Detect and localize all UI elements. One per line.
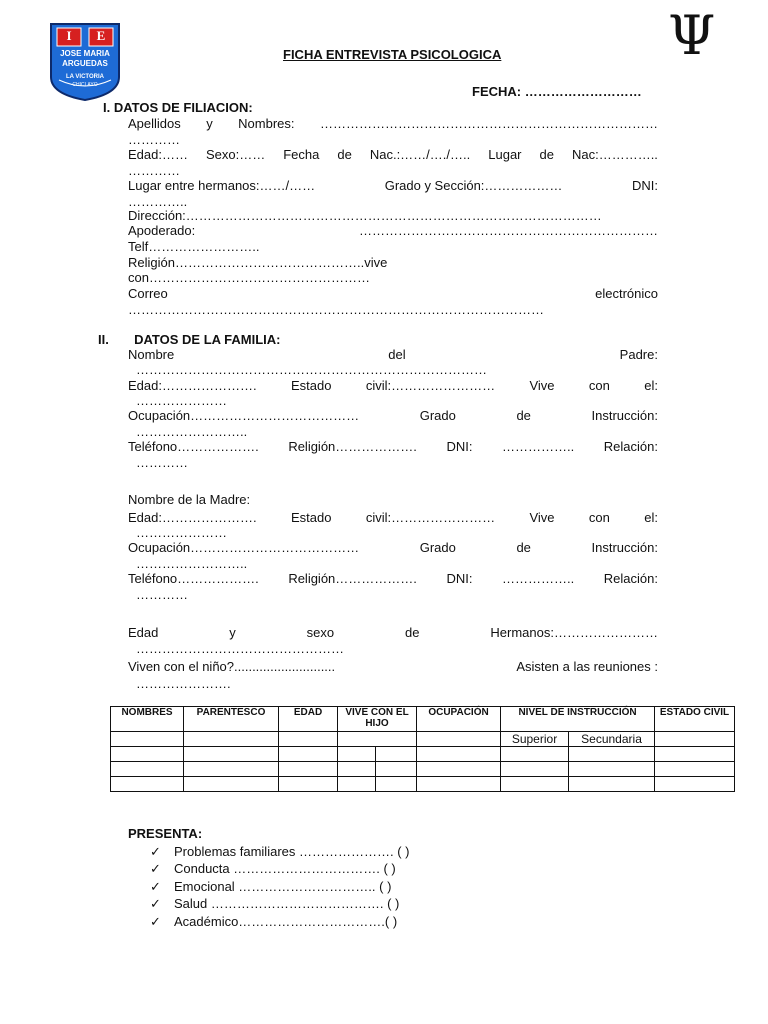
padre-tel-w4: Relación: bbox=[603, 439, 658, 454]
correo-cont: …………………………………………………………………………………… bbox=[128, 302, 544, 317]
table-cell[interactable] bbox=[111, 747, 184, 762]
direccion-line: Dirección:…………………………………………………………………………………… bbox=[128, 208, 602, 223]
table-row bbox=[111, 732, 735, 747]
madre-ocup-w3: Instrucción: bbox=[591, 540, 658, 555]
checkmark-icon: ✓ bbox=[150, 861, 161, 876]
edad-w5: Lugar bbox=[488, 147, 522, 162]
hermanos-line bbox=[128, 625, 658, 641]
table-cell[interactable] bbox=[184, 777, 279, 792]
madre-ocup-w1: Grado bbox=[419, 540, 456, 555]
padre-tel-w1: Religión………………. bbox=[288, 439, 417, 454]
padre-edad-w4: con bbox=[588, 378, 610, 393]
madre-edad-w0: Edad:…………………. bbox=[128, 510, 257, 525]
col-nombres: NOMBRES bbox=[111, 707, 184, 732]
edad-w3: de bbox=[337, 147, 352, 162]
table-cell[interactable] bbox=[569, 747, 655, 762]
table-cell[interactable] bbox=[417, 777, 501, 792]
psi-symbol: Ψ bbox=[668, 4, 716, 67]
table-cell[interactable] bbox=[184, 732, 279, 747]
electronico-label: electrónico bbox=[595, 286, 658, 301]
table-cell[interactable] bbox=[338, 747, 376, 762]
logo-school-top: JOSE MARIA bbox=[60, 49, 110, 58]
presenta-item-label: Académico…………………………….( ) bbox=[174, 914, 398, 929]
padre-edad-w1: Estado bbox=[290, 378, 332, 393]
presenta-item-label: Conducta ……………………………. ( ) bbox=[174, 861, 396, 876]
col-ocupacion: OCUPACIÓN bbox=[417, 707, 501, 732]
apellidos-line bbox=[128, 116, 658, 132]
table-cell[interactable] bbox=[655, 777, 735, 792]
hermanos-grado-line bbox=[128, 178, 658, 194]
table-cell[interactable] bbox=[338, 732, 417, 747]
logo-school-mid: ARGUEDAS bbox=[62, 59, 108, 68]
table-cell[interactable] bbox=[184, 762, 279, 777]
hermanos-cont: ………………………………………… bbox=[136, 641, 344, 656]
presenta-item bbox=[150, 914, 397, 930]
edad-w6: de bbox=[539, 147, 554, 162]
lugar-hermanos: Lugar entre hermanos:……/…… bbox=[128, 178, 316, 193]
table-cell[interactable] bbox=[501, 762, 569, 777]
section2-heading: II. DATOS DE LA FAMILIA: bbox=[98, 332, 281, 347]
viven-line bbox=[128, 659, 658, 675]
telf-line: Telf…………………….. bbox=[128, 239, 260, 254]
school-logo bbox=[49, 22, 121, 102]
hermanos-w3: de bbox=[405, 625, 420, 640]
col-estado: ESTADO CIVIL bbox=[655, 707, 735, 732]
table-cell[interactable] bbox=[338, 762, 376, 777]
padre-tel-w3: …………….. bbox=[502, 439, 575, 454]
padre-nombre-line bbox=[128, 347, 658, 363]
table-cell[interactable] bbox=[111, 777, 184, 792]
madre-edad-w3: Vive bbox=[529, 510, 555, 525]
hermanos-w2: sexo bbox=[306, 625, 335, 640]
presenta-item bbox=[150, 861, 396, 877]
madre-edad-w5: el: bbox=[644, 510, 658, 525]
viven-label: Viven con el niño?............................ bbox=[128, 659, 336, 674]
table-cell[interactable] bbox=[569, 762, 655, 777]
family-table bbox=[110, 706, 735, 792]
padre-edad-w5: el: bbox=[644, 378, 658, 393]
padre-edad-w3: Vive bbox=[529, 378, 555, 393]
table-cell[interactable] bbox=[279, 777, 338, 792]
table-cell[interactable] bbox=[111, 762, 184, 777]
apoderado-line bbox=[128, 223, 658, 239]
presenta-item bbox=[150, 896, 399, 912]
madre-ocupacion-line bbox=[128, 540, 658, 556]
table-cell[interactable] bbox=[655, 747, 735, 762]
madre-tel-w0: Teléfono………………. bbox=[128, 571, 259, 586]
edad-w0: Edad:…… bbox=[128, 147, 188, 162]
checkmark-icon: ✓ bbox=[150, 844, 161, 859]
fecha-field: FECHA: ……………………… bbox=[472, 84, 642, 99]
table-row bbox=[111, 777, 735, 792]
padre-edad-w2: civil:…………………… bbox=[365, 378, 496, 393]
section1-heading: I. DATOS DE FILIACION: bbox=[103, 100, 253, 115]
table-cell[interactable] bbox=[417, 762, 501, 777]
page-title: FICHA ENTREVISTA PSICOLOGICA bbox=[283, 47, 502, 62]
table-cell[interactable] bbox=[501, 777, 569, 792]
table-cell[interactable] bbox=[376, 777, 417, 792]
madre-tel-w2: DNI: bbox=[446, 571, 473, 586]
edad-w7: Nac:………….. bbox=[571, 147, 658, 162]
checkmark-icon: ✓ bbox=[150, 914, 161, 929]
padre-telefono-line bbox=[128, 439, 658, 455]
edad-w2: Fecha bbox=[283, 147, 320, 162]
padre-nombre-cont: ……………………………………………………………………… bbox=[136, 362, 487, 377]
logo-school-city: CHICLAYO bbox=[72, 82, 98, 88]
correo-line bbox=[128, 286, 658, 302]
madre-ocupacion-cont: …………………….. bbox=[136, 556, 248, 571]
logo-letter-e: E bbox=[96, 28, 106, 43]
madre-ocup-w0: Ocupación………………………………… bbox=[128, 540, 360, 555]
madre-edad-w2: civil:…………………… bbox=[365, 510, 496, 525]
madre-edad-w4: con bbox=[588, 510, 610, 525]
viven-cont: …………………. bbox=[136, 676, 231, 691]
madre-tel-w3: …………….. bbox=[502, 571, 575, 586]
col-nivel: NIVEL DE INSTRUCCIÓN bbox=[501, 707, 655, 732]
table-cell[interactable] bbox=[279, 747, 338, 762]
presenta-item-label: Salud …………………………………. ( ) bbox=[174, 896, 400, 911]
checkmark-icon: ✓ bbox=[150, 896, 161, 911]
madre-edad-line bbox=[128, 510, 658, 526]
madre-edad-w1: Estado bbox=[290, 510, 332, 525]
table-cell[interactable] bbox=[569, 777, 655, 792]
padre-ocup-w0: Ocupación………………………………… bbox=[128, 408, 360, 423]
table-row bbox=[111, 762, 735, 777]
madre-telefono-cont: ………… bbox=[136, 587, 188, 602]
table-cell[interactable] bbox=[655, 732, 735, 747]
padre-edad-line bbox=[128, 378, 658, 394]
table-cell[interactable] bbox=[279, 762, 338, 777]
padre-ocup-w2: de bbox=[516, 408, 531, 423]
apellidos-w2: Nombres: bbox=[238, 116, 295, 131]
col-vive-con: VIVE CON EL HIJO bbox=[338, 707, 417, 732]
checkmark-icon: ✓ bbox=[150, 879, 161, 894]
padre-tel-w0: Teléfono………………. bbox=[128, 439, 259, 454]
padre-w1: del bbox=[388, 347, 406, 362]
edad-cont: ………… bbox=[128, 163, 180, 178]
hermanos-w1: y bbox=[229, 625, 236, 640]
presenta-item-label: Emocional ………………………….. ( ) bbox=[174, 879, 392, 894]
apellidos-w1: y bbox=[206, 116, 213, 131]
padre-ocupacion-cont: …………………….. bbox=[136, 424, 248, 439]
table-cell[interactable] bbox=[501, 747, 569, 762]
table-row bbox=[111, 747, 735, 762]
apellidos-cont: ………… bbox=[128, 132, 180, 147]
hermanos-w4: Hermanos:…………………… bbox=[490, 625, 658, 640]
presenta-heading: PRESENTA: bbox=[128, 826, 203, 841]
apoderado-dots: …………………………………………………………… bbox=[359, 223, 658, 238]
logo-letter-i: I bbox=[66, 28, 72, 43]
correo-label: Correo bbox=[128, 286, 168, 301]
apoderado-label: Apoderado: bbox=[128, 223, 196, 238]
hermanos-cont: ………….. bbox=[128, 194, 188, 209]
presenta-item-label: Problemas familiares …………………. ( ) bbox=[174, 844, 410, 859]
table-cell[interactable] bbox=[376, 762, 417, 777]
padre-ocup-w3: Instrucción: bbox=[591, 408, 658, 423]
padre-w0: Nombre bbox=[128, 347, 175, 362]
table-cell[interactable] bbox=[417, 732, 501, 747]
padre-w2: Padre: bbox=[619, 347, 658, 362]
table-cell[interactable] bbox=[338, 777, 376, 792]
vive-con-line: con…………………………………………… bbox=[128, 270, 370, 285]
edad-w4: Nac.:……/…./….. bbox=[369, 147, 471, 162]
padre-tel-w2: DNI: bbox=[446, 439, 473, 454]
asisten-label: Asisten a las reuniones : bbox=[516, 659, 658, 674]
padre-telefono-cont: ………… bbox=[136, 455, 188, 470]
padre-ocupacion-line bbox=[128, 408, 658, 424]
madre-tel-w1: Religión………………. bbox=[288, 571, 417, 586]
madre-label: Nombre de la Madre: bbox=[128, 492, 251, 507]
grado-seccion: Grado y Sección:……………… bbox=[384, 178, 563, 193]
presenta-item bbox=[150, 844, 409, 860]
sub-secundaria: Secundaria bbox=[569, 732, 655, 747]
madre-edad-cont: ………………… bbox=[136, 525, 227, 540]
apellidos-w3: …………………………………………………………………… bbox=[319, 116, 658, 131]
table-cell[interactable] bbox=[655, 762, 735, 777]
edad-w1: Sexo:…… bbox=[205, 147, 266, 162]
table-cell[interactable] bbox=[184, 747, 279, 762]
logo-school-bottom: LA VICTORIA bbox=[65, 74, 104, 80]
table-header-row bbox=[111, 707, 735, 732]
col-parentesco: PARENTESCO bbox=[184, 707, 279, 732]
apellidos-w0: Apellidos bbox=[128, 116, 181, 131]
madre-telefono-line bbox=[128, 571, 658, 587]
padre-edad-cont: ………………… bbox=[136, 393, 227, 408]
col-edad: EDAD bbox=[279, 707, 338, 732]
presenta-item bbox=[150, 879, 391, 895]
madre-ocup-w2: de bbox=[516, 540, 531, 555]
table-cell[interactable] bbox=[111, 732, 184, 747]
table-cell[interactable] bbox=[376, 747, 417, 762]
madre-tel-w4: Relación: bbox=[603, 571, 658, 586]
padre-ocup-w1: Grado bbox=[419, 408, 456, 423]
padre-edad-w0: Edad:…………………. bbox=[128, 378, 257, 393]
dni-label: DNI: bbox=[631, 178, 658, 193]
table-cell[interactable] bbox=[417, 747, 501, 762]
hermanos-w0: Edad bbox=[128, 625, 159, 640]
sub-superior: Superior bbox=[501, 732, 569, 747]
table-cell[interactable] bbox=[279, 732, 338, 747]
edad-line bbox=[128, 147, 658, 163]
religion-line: Religión……………………………………..vive bbox=[128, 255, 388, 270]
